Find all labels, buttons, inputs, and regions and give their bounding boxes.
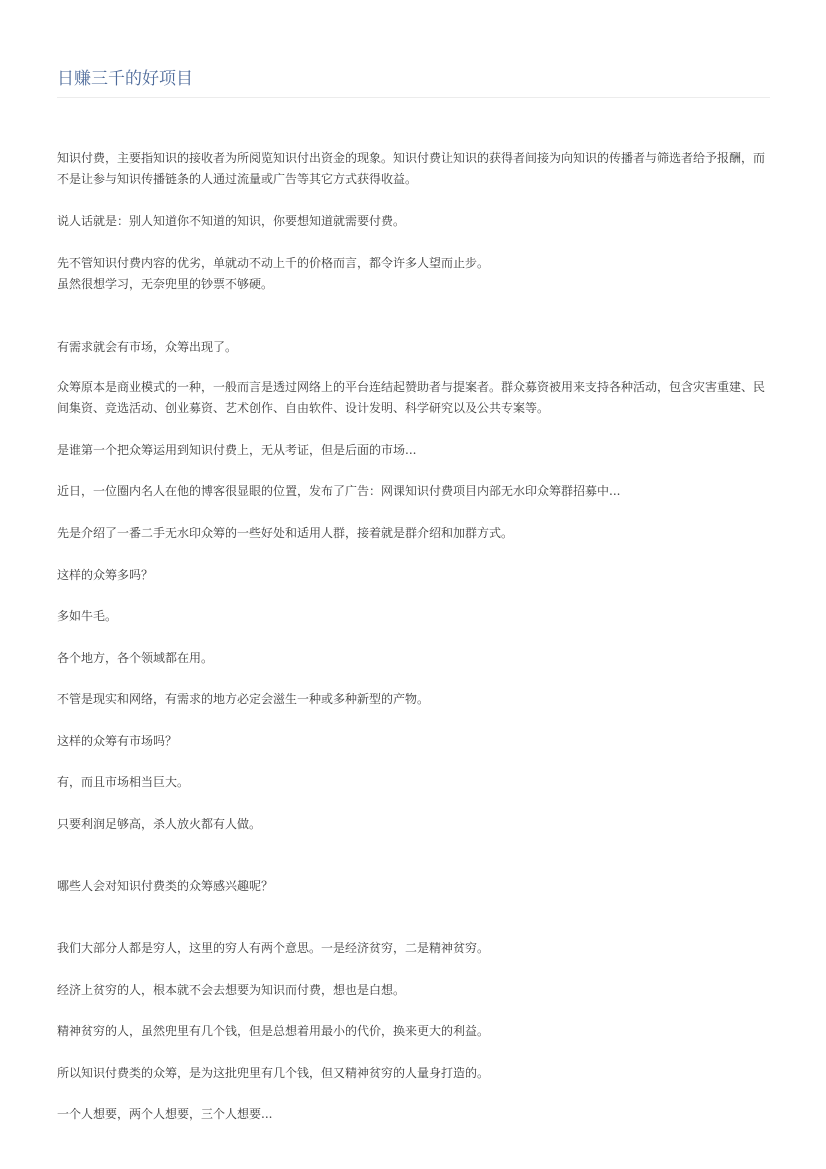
paragraph: 有需求就会有市场，众筹出现了。 bbox=[57, 340, 238, 354]
paragraph: 先是介绍了一番二手无水印众筹的一些好处和适用人群，接着就是群介绍和加群方式。 bbox=[57, 526, 514, 540]
paragraph: 只要利润足够高，杀人放火都有人做。 bbox=[57, 817, 262, 831]
paragraph: 经济上贫穷的人，根本就不会去想要为知识而付费，想也是白想。 bbox=[57, 983, 406, 997]
paragraph: 是谁第一个把众筹运用到知识付费上，无从考证，但是后面的市场... bbox=[57, 443, 417, 457]
paragraph: 有，而且市场相当巨大。 bbox=[57, 775, 190, 789]
paragraph: 说人话就是：别人知道你不知道的知识，你要想知道就需要付费。 bbox=[57, 214, 406, 228]
paragraph: 哪些人会对知识付费类的众筹感兴趣呢？ bbox=[57, 879, 274, 893]
paragraph: 众筹原本是商业模式的一种，一般而言是透过网络上的平台连结起赞助者与提案者。群众募资被用来支持各种活动，包含灾害重建、民间集资、竞选活动、创业募资、艺术创作、自由软件、设计发明、科学研究以及公共专案等。 bbox=[57, 380, 766, 415]
paragraph: 虽然很想学习，无奈兜里的钞票不够硬。 bbox=[57, 277, 274, 291]
paragraph: 这样的众筹多吗？ bbox=[57, 568, 154, 582]
paragraph: 所以知识付费类的众筹，是为这批兜里有几个钱，但又精神贫穷的人量身打造的。 bbox=[57, 1066, 490, 1080]
paragraph: 不管是现实和网络，有需求的地方必定会滋生一种或多种新型的产物。 bbox=[57, 692, 430, 706]
article-title: 日赚三千的好项目 bbox=[57, 69, 193, 89]
title-divider bbox=[57, 97, 770, 98]
paragraph: 各个地方，各个领域都在用。 bbox=[57, 651, 214, 665]
paragraph: 精神贫穷的人，虽然兜里有几个钱，但是总想着用最小的代价，换来更大的利益。 bbox=[57, 1024, 490, 1038]
paragraph: 知识付费，主要指知识的接收者为所阅览知识付出资金的现象。知识付费让知识的获得者间接为向知识的传播者与筛选者给予报酬，而不是让参与知识传播链条的人通过流量或广告等其它方式获得收益。 bbox=[57, 151, 766, 186]
paragraph: 这样的众筹有市场吗？ bbox=[57, 734, 178, 748]
paragraph: 近日，一位圈内名人在他的博客很显眼的位置，发布了广告：网课知识付费项目内部无水印众筹群招募中... bbox=[57, 484, 621, 498]
paragraph: 一个人想要，两个人想要，三个人想要... bbox=[57, 1107, 273, 1121]
paragraph: 我们大部分人都是穷人，这里的穷人有两个意思。一是经济贫穷，二是精神贫穷。 bbox=[57, 941, 490, 955]
paragraph: 先不管知识付费内容的优劣，单就动不动上千的价格而言，都令许多人望而止步。 bbox=[57, 256, 490, 270]
paragraph: 多如牛毛。 bbox=[57, 609, 118, 623]
